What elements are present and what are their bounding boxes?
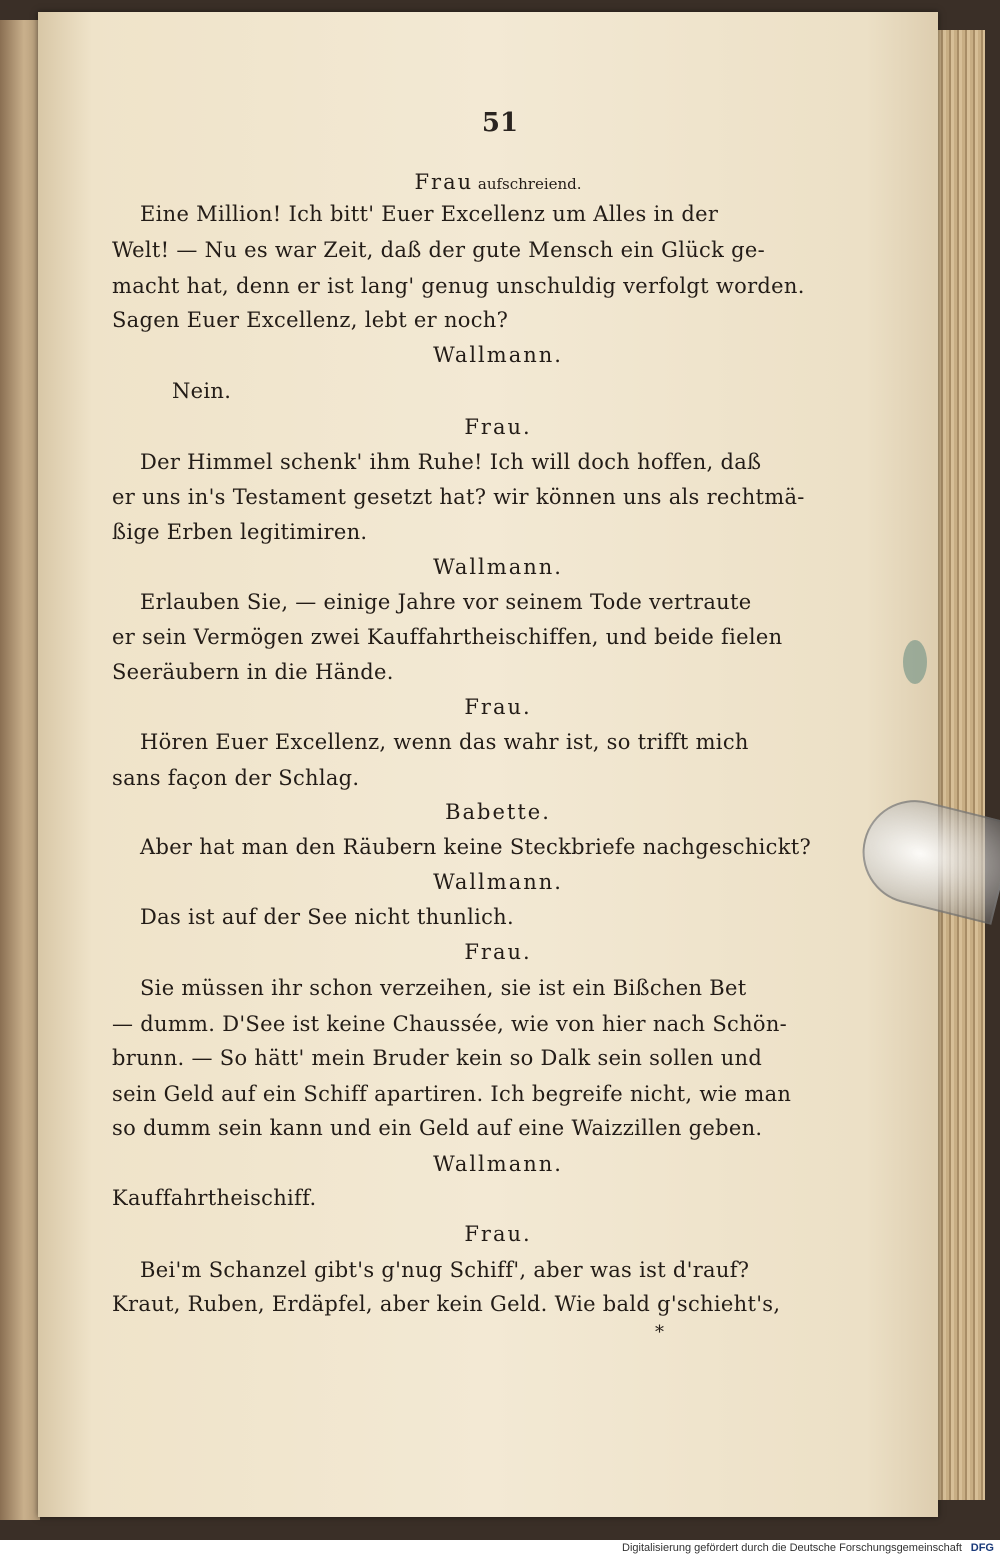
speaker-name: [38, 870, 958, 894]
speaker-label: Wallmann.: [433, 870, 563, 894]
speaker-name: [38, 415, 958, 439]
speaker-label: Frau.: [464, 415, 532, 439]
speaker-label: Babette.: [445, 800, 551, 824]
text-line: Sie müssen ihr schon verzeihen, sie ist ein Bißchen Bet: [140, 976, 747, 1000]
text-line: sans façon der Schlag.: [112, 766, 360, 790]
speaker-label: Frau: [414, 170, 474, 194]
text-line: Das ist auf der See nicht thunlich.: [140, 905, 514, 929]
text-line: Eine Million! Ich bitt' Euer Excellenz um Alles in der: [140, 202, 719, 226]
text-line: er uns in's Testament gesetzt hat? wir können uns als rechtmä-: [112, 485, 805, 509]
speaker-name: [38, 343, 958, 367]
text-line: so dumm sein kann und ein Geld auf eine Waizzillen geben.: [112, 1116, 763, 1140]
facing-page-edge: [0, 20, 40, 1520]
text-line: brunn. — So hätt' mein Bruder kein so Dalk sein sollen und: [112, 1046, 763, 1070]
speaker-name: [38, 940, 958, 964]
text-line: Welt! — Nu es war Zeit, daß der gute Mensch ein Glück ge-: [112, 238, 765, 262]
dfg-logo: DFG: [970, 1542, 994, 1554]
speaker-name: [38, 170, 958, 194]
text-line: Bei'm Schanzel gibt's g'nug Schiff', aber was ist d'rauf?: [140, 1258, 750, 1282]
text-line: macht hat, denn er ist lang' genug unschuldig verfolgt worden.: [112, 274, 805, 298]
speaker-name: [38, 800, 958, 824]
stage-direction: aufschreiend.: [473, 175, 582, 193]
text-line: — dumm. D'See ist keine Chaussée, wie von hier nach Schön-: [112, 1012, 788, 1036]
speaker-name: [38, 695, 958, 719]
signature-mark: *: [655, 1322, 664, 1343]
text-line: Der Himmel schenk' ihm Ruhe! Ich will doch hoffen, daß: [140, 450, 762, 474]
text-line: Nein.: [172, 379, 232, 403]
speaker-label: Wallmann.: [433, 1152, 563, 1176]
speaker-label: Wallmann.: [433, 343, 563, 367]
text-line: Kauffahrtheischiff.: [112, 1186, 317, 1210]
text-line: er sein Vermögen zwei Kauffahrtheischiffen, und beide fielen: [112, 625, 783, 649]
footer-credit: Digitalisierung gefördert durch die Deutsche Forschungsgemeinschaft: [622, 1542, 962, 1554]
speaker-name: [38, 555, 958, 579]
text-line: sein Geld auf ein Schiff apartiren. Ich begreife nicht, wie man: [112, 1082, 792, 1106]
text-line: ßige Erben legitimiren.: [112, 520, 368, 544]
speaker-label: Frau.: [464, 940, 532, 964]
text-line: Aber hat man den Räubern keine Steckbriefe nachgeschickt?: [140, 835, 812, 859]
speaker-label: Frau.: [464, 1222, 532, 1246]
speaker-name: [38, 1222, 958, 1246]
page-stack-edge: [930, 30, 985, 1500]
speaker-label: Wallmann.: [433, 555, 563, 579]
page-number: 51: [481, 108, 519, 138]
footer-bar: [0, 1540, 1000, 1560]
text-line: Sagen Euer Excellenz, lebt er noch?: [112, 308, 509, 332]
speaker-label: Frau.: [464, 695, 532, 719]
text-line: Hören Euer Excellenz, wenn das wahr ist, so trifft mich: [140, 730, 749, 754]
text-line: Seeräubern in die Hände.: [112, 660, 394, 684]
text-line: Erlauben Sie, — einige Jahre vor seinem Tode vertraute: [140, 590, 752, 614]
stain-mark: [903, 640, 927, 684]
speaker-name: [38, 1152, 958, 1176]
text-line: Kraut, Ruben, Erdäpfel, aber kein Geld. Wie bald g'schieht's,: [112, 1292, 781, 1316]
